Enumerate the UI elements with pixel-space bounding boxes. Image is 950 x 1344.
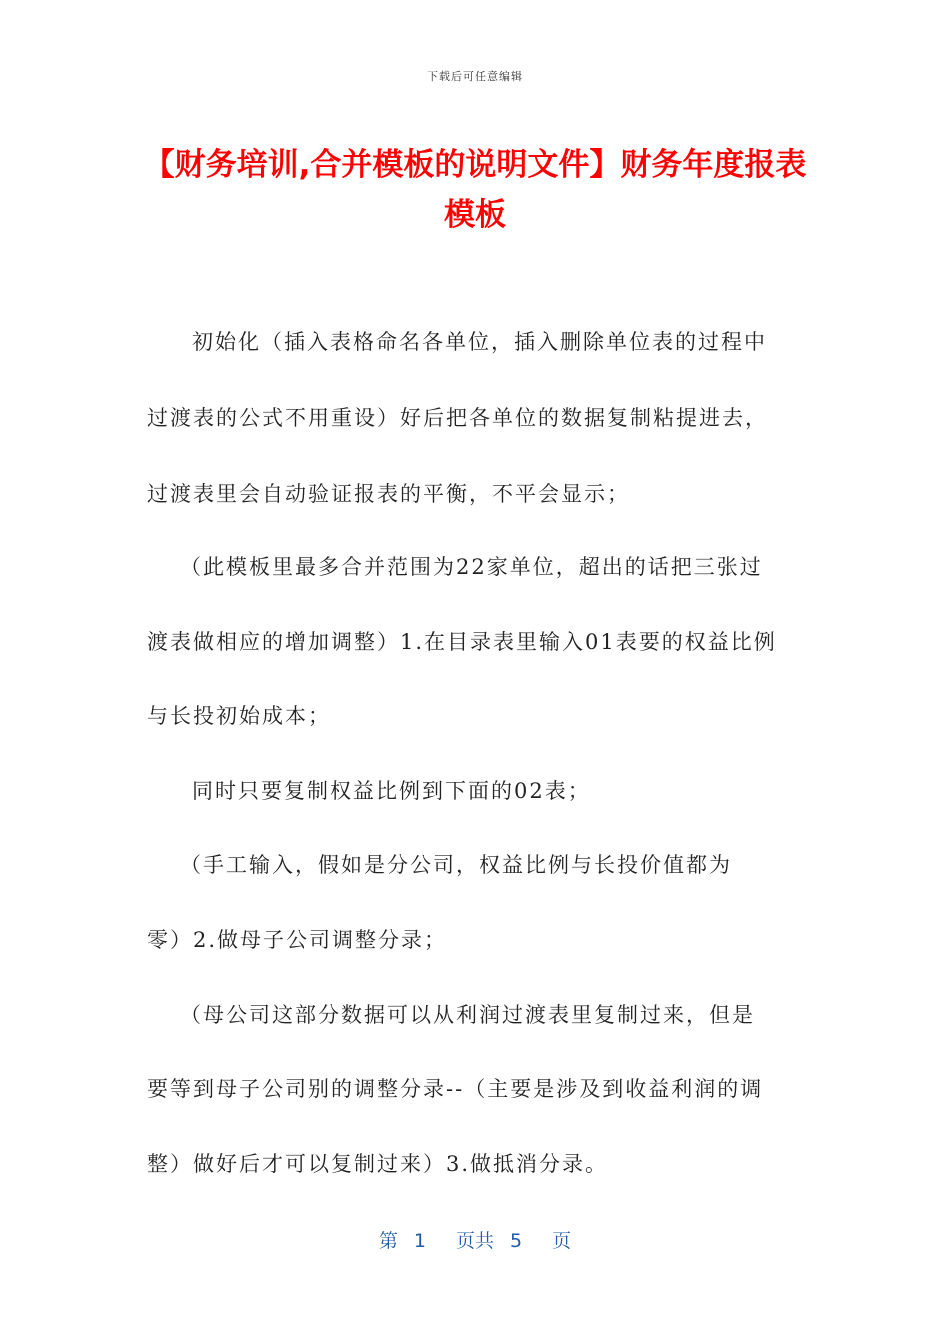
body-line: （母公司这部分数据可以从利润过渡表里复制过来，但是: [180, 1003, 755, 1027]
body-line: 整）做好后才可以复制过来）3.做抵消分录。: [147, 1152, 609, 1176]
page-number: 1: [413, 1230, 426, 1252]
body-line: 初始化（插入表格命名各单位，插入删除单位表的过程中: [192, 330, 767, 354]
page-label-prefix: 第: [378, 1230, 398, 1252]
page-label-suffix: 页: [552, 1230, 572, 1252]
page-label-mid: 页共: [455, 1230, 494, 1252]
header-note: 下载后可任意编辑: [427, 70, 523, 83]
body-line: 过渡表的公式不用重设）好后把各单位的数据复制粘提进去，: [147, 406, 768, 430]
body-line: （此模板里最多合并范围为22家单位，超出的话把三张过: [180, 555, 763, 579]
body-line: 要等到母子公司别的调整分录--（主要是涉及到收益利润的调: [147, 1077, 764, 1101]
body-line: 零）2.做母子公司调整分录；: [147, 928, 448, 952]
body-line: 与长投初始成本；: [147, 704, 331, 728]
body-line: 同时只要复制权益比例到下面的02表；: [192, 779, 591, 803]
page-footer: [0, 1226, 950, 1253]
document-title: 【财务培训,合并模板的说明文件】财务年度报表模板: [143, 147, 807, 233]
body-line: 渡表做相应的增加调整）1.在目录表里输入01表要的权益比例: [147, 630, 777, 654]
body-line: 过渡表里会自动验证报表的平衡，不平会显示；: [147, 482, 630, 506]
body-line: （手工输入，假如是分公司，权益比例与长投价值都为: [180, 853, 732, 877]
page-total: 5: [510, 1230, 523, 1252]
